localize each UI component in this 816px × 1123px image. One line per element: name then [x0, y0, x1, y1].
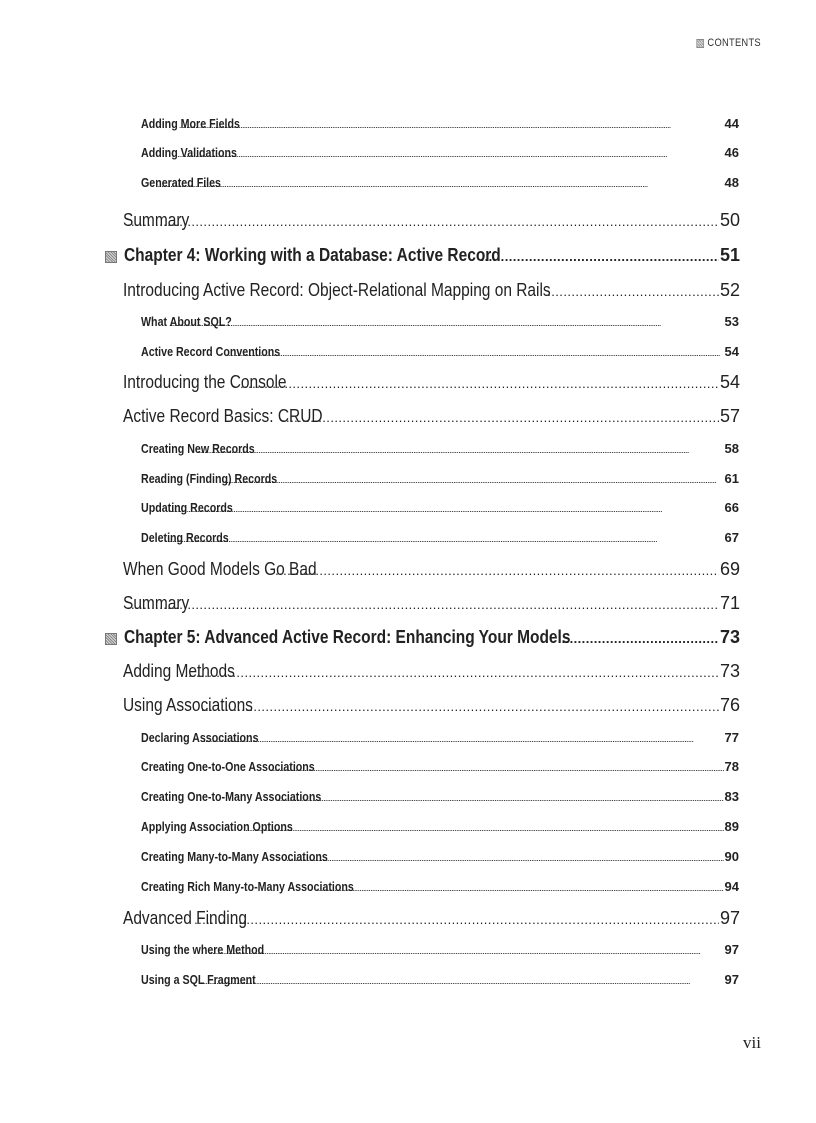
toc-entry[interactable]: [141, 789, 739, 807]
leader-dots: [180, 661, 719, 682]
toc-entry[interactable]: [141, 759, 739, 777]
running-header: [696, 37, 761, 49]
toc-entry-title: Reading (Finding) Records: [141, 471, 278, 486]
toc-entry-title: Creating Rich Many-to-Many Associations: [141, 879, 354, 894]
toc-entry-page: 58: [724, 441, 739, 456]
toc-entry-title: Using a SQL Fragment: [141, 972, 256, 987]
toc-entry[interactable]: [123, 661, 740, 685]
toc-entry-page: 54: [724, 344, 739, 359]
toc-entry-title: Generated Files: [141, 175, 221, 190]
toc-entry-page: 89: [724, 819, 739, 834]
leader-dots: [127, 210, 719, 231]
leader-dots: [169, 314, 724, 329]
toc-entry-title: Updating Records: [141, 500, 233, 515]
leader-dots: [198, 972, 723, 987]
leader-dots: [481, 245, 719, 266]
toc-entry-title: Introducing the Console: [123, 372, 287, 392]
leader-dots: [286, 849, 723, 864]
toc-entry-title: Chapter 5: Advanced Active Record: Enhancing Your Models: [124, 627, 571, 647]
leader-dots: [282, 406, 719, 427]
toc-entry-page: 94: [724, 879, 739, 894]
toc-entry-title: Applying Association Options: [141, 819, 293, 834]
toc-entry[interactable]: [141, 819, 739, 837]
toc-entry[interactable]: [123, 593, 740, 617]
leader-dots: [228, 344, 723, 359]
leader-dots: [278, 789, 723, 804]
leader-dots: [318, 879, 724, 894]
toc-entry-title: Advanced Finding: [123, 908, 247, 928]
leader-dots: [156, 175, 724, 190]
toc-entry[interactable]: [141, 175, 739, 193]
toc-entry-title: Declaring Associations: [141, 730, 259, 745]
toc-entry[interactable]: [141, 972, 739, 990]
toc-entry-page: 71: [719, 593, 740, 613]
toc-entry-page: 73: [719, 627, 740, 647]
toc-entry[interactable]: [141, 145, 739, 163]
toc-entry-page: 78: [724, 759, 739, 774]
leader-dots: [202, 730, 724, 745]
chapter-marker-icon: [105, 633, 117, 645]
leader-dots: [170, 500, 723, 515]
toc-entry-title: Introducing Active Record: Object-Relational Mapping on Rails: [123, 280, 551, 300]
toc-entry[interactable]: [141, 344, 739, 362]
header-marker-icon: [696, 39, 704, 48]
toc-entry-page: 83: [724, 789, 739, 804]
toc-entry[interactable]: [123, 695, 740, 719]
toc-entry[interactable]: [141, 441, 739, 459]
toc-entry-page: 57: [719, 406, 740, 426]
leader-dots: [270, 759, 723, 774]
leader-dots: [547, 280, 719, 301]
toc-entry[interactable]: [123, 280, 740, 304]
toc-entry-title: When Good Models Go Bad: [123, 559, 317, 579]
toc-entry-title: Adding Validations: [141, 145, 237, 160]
toc-entry-title: What About SQL?: [141, 314, 232, 329]
toc-entry-page: 44: [724, 116, 739, 131]
toc-entry-page: 97: [724, 972, 739, 987]
toc-entry-page: 46: [724, 145, 739, 160]
toc-entry-page: 67: [724, 530, 739, 545]
toc-entry-title: Active Record Basics: CRUD: [123, 406, 323, 426]
leader-dots: [240, 372, 719, 393]
toc-entry-title: Deleting Records: [141, 530, 229, 545]
toc-entry[interactable]: [123, 406, 740, 430]
chapter-marker-icon: [105, 251, 117, 263]
toc-entry-title: Creating Many-to-Many Associations: [141, 849, 328, 864]
toc-entry[interactable]: [141, 879, 739, 897]
toc-entry[interactable]: [141, 942, 739, 960]
toc-entry[interactable]: [141, 730, 739, 748]
toc-entry-page: 51: [719, 245, 740, 265]
toc-chapter-entry[interactable]: [105, 245, 740, 269]
toc-entry-title: Using the where Method: [141, 942, 265, 957]
toc-entry[interactable]: [123, 372, 740, 396]
toc-chapter-entry[interactable]: [105, 627, 740, 651]
leader-dots: [175, 145, 723, 160]
toc-entry[interactable]: [123, 559, 740, 583]
toc-entry[interactable]: [141, 849, 739, 867]
toc-entry-page: 76: [719, 695, 740, 715]
toc-entry-page: 97: [724, 942, 739, 957]
leader-dots: [127, 593, 719, 614]
toc-entry-title: Creating New Records: [141, 441, 255, 456]
toc-entry[interactable]: [123, 210, 740, 234]
leader-dots: [562, 627, 719, 648]
toc-entry-title: Summary: [123, 210, 190, 230]
toc-entry-title: Adding More Fields: [141, 116, 240, 131]
toc-entry-page: 90: [724, 849, 739, 864]
toc-entry[interactable]: [141, 314, 739, 332]
toc-entry-page: 53: [724, 314, 739, 329]
toc-entry-page: 50: [719, 210, 740, 230]
toc-entry[interactable]: [141, 116, 739, 134]
toc-entry-title: Using Associations: [123, 695, 253, 715]
toc-entry-title: Adding Methods: [123, 661, 235, 681]
leader-dots: [179, 116, 724, 131]
toc-entry[interactable]: [141, 530, 739, 548]
leader-dots: [194, 908, 719, 929]
toc-entry-title: Chapter 4: Working with a Database: Active Record: [124, 245, 501, 265]
leader-dots: [201, 695, 719, 716]
leader-dots: [165, 530, 723, 545]
leader-dots: [243, 819, 723, 834]
toc-entry[interactable]: [123, 908, 740, 932]
toc-entry-page: 69: [719, 559, 740, 579]
leader-dots: [209, 942, 724, 957]
leader-dots: [275, 559, 719, 580]
toc-entry-page: 54: [719, 372, 740, 392]
header-title: CONTENTS: [707, 37, 761, 49]
toc-entry[interactable]: [141, 500, 739, 518]
toc-entry-page: 48: [724, 175, 739, 190]
toc-entry-page: 52: [719, 280, 740, 300]
toc-entry-page: 61: [724, 471, 739, 486]
toc-entry-title: Creating One-to-One Associations: [141, 759, 315, 774]
toc-entry[interactable]: [141, 471, 739, 489]
toc-entry-page: 66: [724, 500, 739, 515]
toc-entry-title: Summary: [123, 593, 190, 613]
toc-entry-page: 73: [719, 661, 740, 681]
page-number: vii: [743, 1033, 761, 1052]
toc-entry-page: 77: [724, 730, 739, 745]
toc-entry-title: Creating One-to-Many Associations: [141, 789, 322, 804]
toc-entry-page: 97: [719, 908, 740, 928]
leader-dots: [224, 471, 723, 486]
leader-dots: [197, 441, 724, 456]
toc-entry-title: Active Record Conventions: [141, 344, 281, 359]
